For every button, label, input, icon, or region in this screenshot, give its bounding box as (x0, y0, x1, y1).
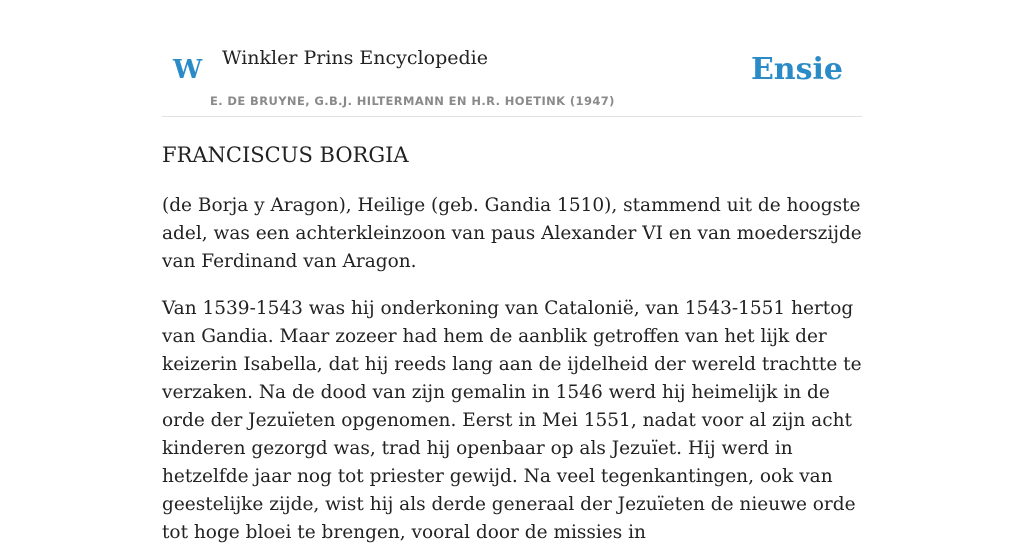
site-header (162, 0, 862, 117)
logo-icon[interactable]: W (173, 55, 203, 85)
brand-logo[interactable]: Ensie (750, 52, 843, 87)
site-title[interactable]: Winkler Prins Encyclopedie (222, 47, 488, 69)
article-paragraph: Van 1539-1543 was hij onderkoning van Catalonië, van 1543-1551 hertog van Gandia. Maar zozeer had hem de aanblik getroffen van het lijk der keizerin Isabella, dat hij reeds lang aan de ijdelheid der wereld trachtte te verzaken. Na de dood van zijn gemalin in 1546 werd hij heimelijk in de orde der Jezuïeten opgenomen. Eerst in Mei 1551, nadat voor al zijn acht kinderen gezorgd was, trad hij openbaar op als Jezuïet. Hij werd in hetzelfde jaar nog tot priester gewijd. Na veel tegenkantingen, ook van geestelijke zijde, wist hij als derde generaal der Jezuïeten de nieuwe orde tot hoge bloei te brengen, vooral door de missies in (162, 298, 862, 543)
page (162, 0, 862, 543)
article-title: FRANCISCUS BORGIA (162, 143, 409, 167)
article-paragraph: (de Borja y Aragon), Heilige (geb. Gandia 1510), stammend uit de hoogste adel, was een achterkleinzoon van paus Alexander VI en van moederszijde van Ferdinand van Aragon. (162, 195, 862, 272)
authors-subtitle: E. DE BRUYNE, G.B.J. HILTERMANN EN H.R. HOETINK (1947) (210, 94, 615, 108)
